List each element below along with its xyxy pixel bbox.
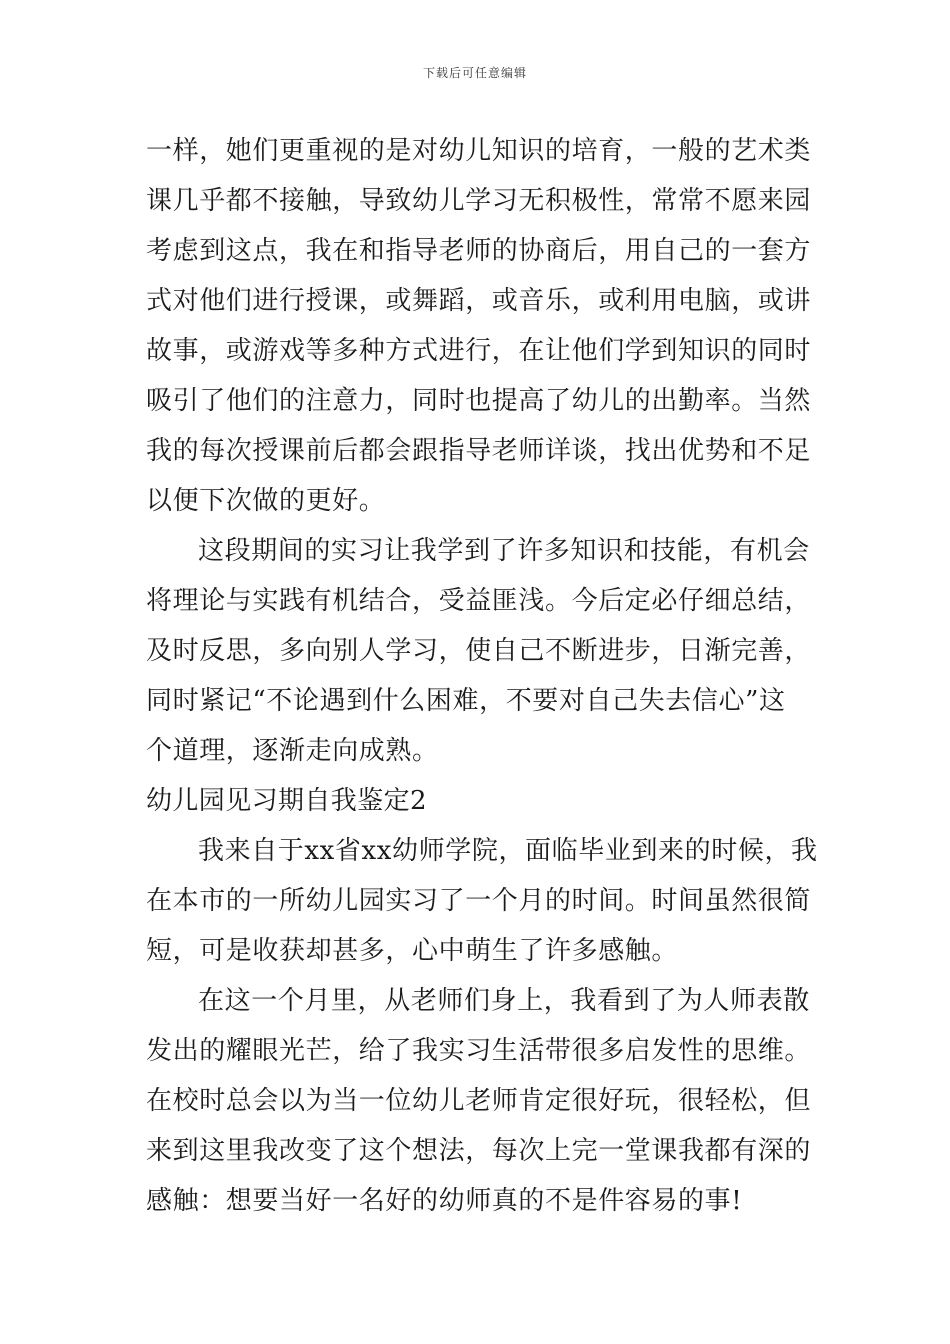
text-line: 式对他们进行授课，或舞蹈，或音乐，或利用电脑，或讲 (146, 286, 812, 316)
text-line: 在校时总会以为当一位幼儿老师肯定很好玩，很轻松，但 (146, 1086, 812, 1116)
text-line: 课几乎都不接触，导致幼儿学习无积极性，常常不愿来园 (146, 186, 812, 216)
text-line: 发出的耀眼光芒，给了我实习生活带很多启发性的思维。 (146, 1036, 812, 1066)
text-line: 同时紧记“不论遇到什么困难，不要对自己失去信心”这 (146, 686, 786, 716)
text-line: 来到这里我改变了这个想法，每次上完一堂课我都有深的 (146, 1136, 812, 1166)
page-header: 下载后可任意编辑 (422, 66, 527, 80)
text-line: 在本市的一所幼儿园实习了一个月的时间。时间虽然很简 (146, 886, 812, 916)
document-body (146, 126, 818, 1226)
text-line: 将理论与实践有机结合，受益匪浅。今后定必仔细总结， (146, 586, 812, 616)
text-line: 故事，或游戏等多种方式进行，在让他们学到知识的同时 (146, 336, 812, 366)
paragraph-start-line: 我来自于xx省xx幼师学院，面临毕业到来的时候，我 (198, 836, 818, 866)
paragraph-start-line: 在这一个月里，从老师们身上，我看到了为人师表散 (198, 986, 810, 1016)
text-line: 一样，她们更重视的是对幼儿知识的培育，一般的艺术类 (146, 136, 812, 166)
text-line: 吸引了他们的注意力，同时也提高了幼儿的出勤率。当然 (146, 386, 812, 416)
text-line: 短，可是收获却甚多，心中萌生了许多感触。 (146, 936, 679, 966)
text-line: 个道理，逐渐走向成熟。 (146, 736, 439, 766)
text-line: 我的每次授课前后都会跟指导老师详谈，找出优势和不足 (146, 436, 812, 466)
text-line: 感触：想要当好一名好的幼师真的不是件容易的事! (146, 1186, 743, 1216)
text-line: 以便下次做的更好。 (146, 486, 386, 516)
text-line: 考虑到这点，我在和指导老师的协商后，用自己的一套方 (146, 236, 812, 266)
text-line: 及时反思，多向别人学习，使自己不断进步，日渐完善， (146, 636, 812, 666)
paragraph-start-line: 这段期间的实习让我学到了许多知识和技能，有机会 (198, 536, 810, 566)
section-heading: 幼儿园见习期自我鉴定2 (146, 786, 427, 816)
